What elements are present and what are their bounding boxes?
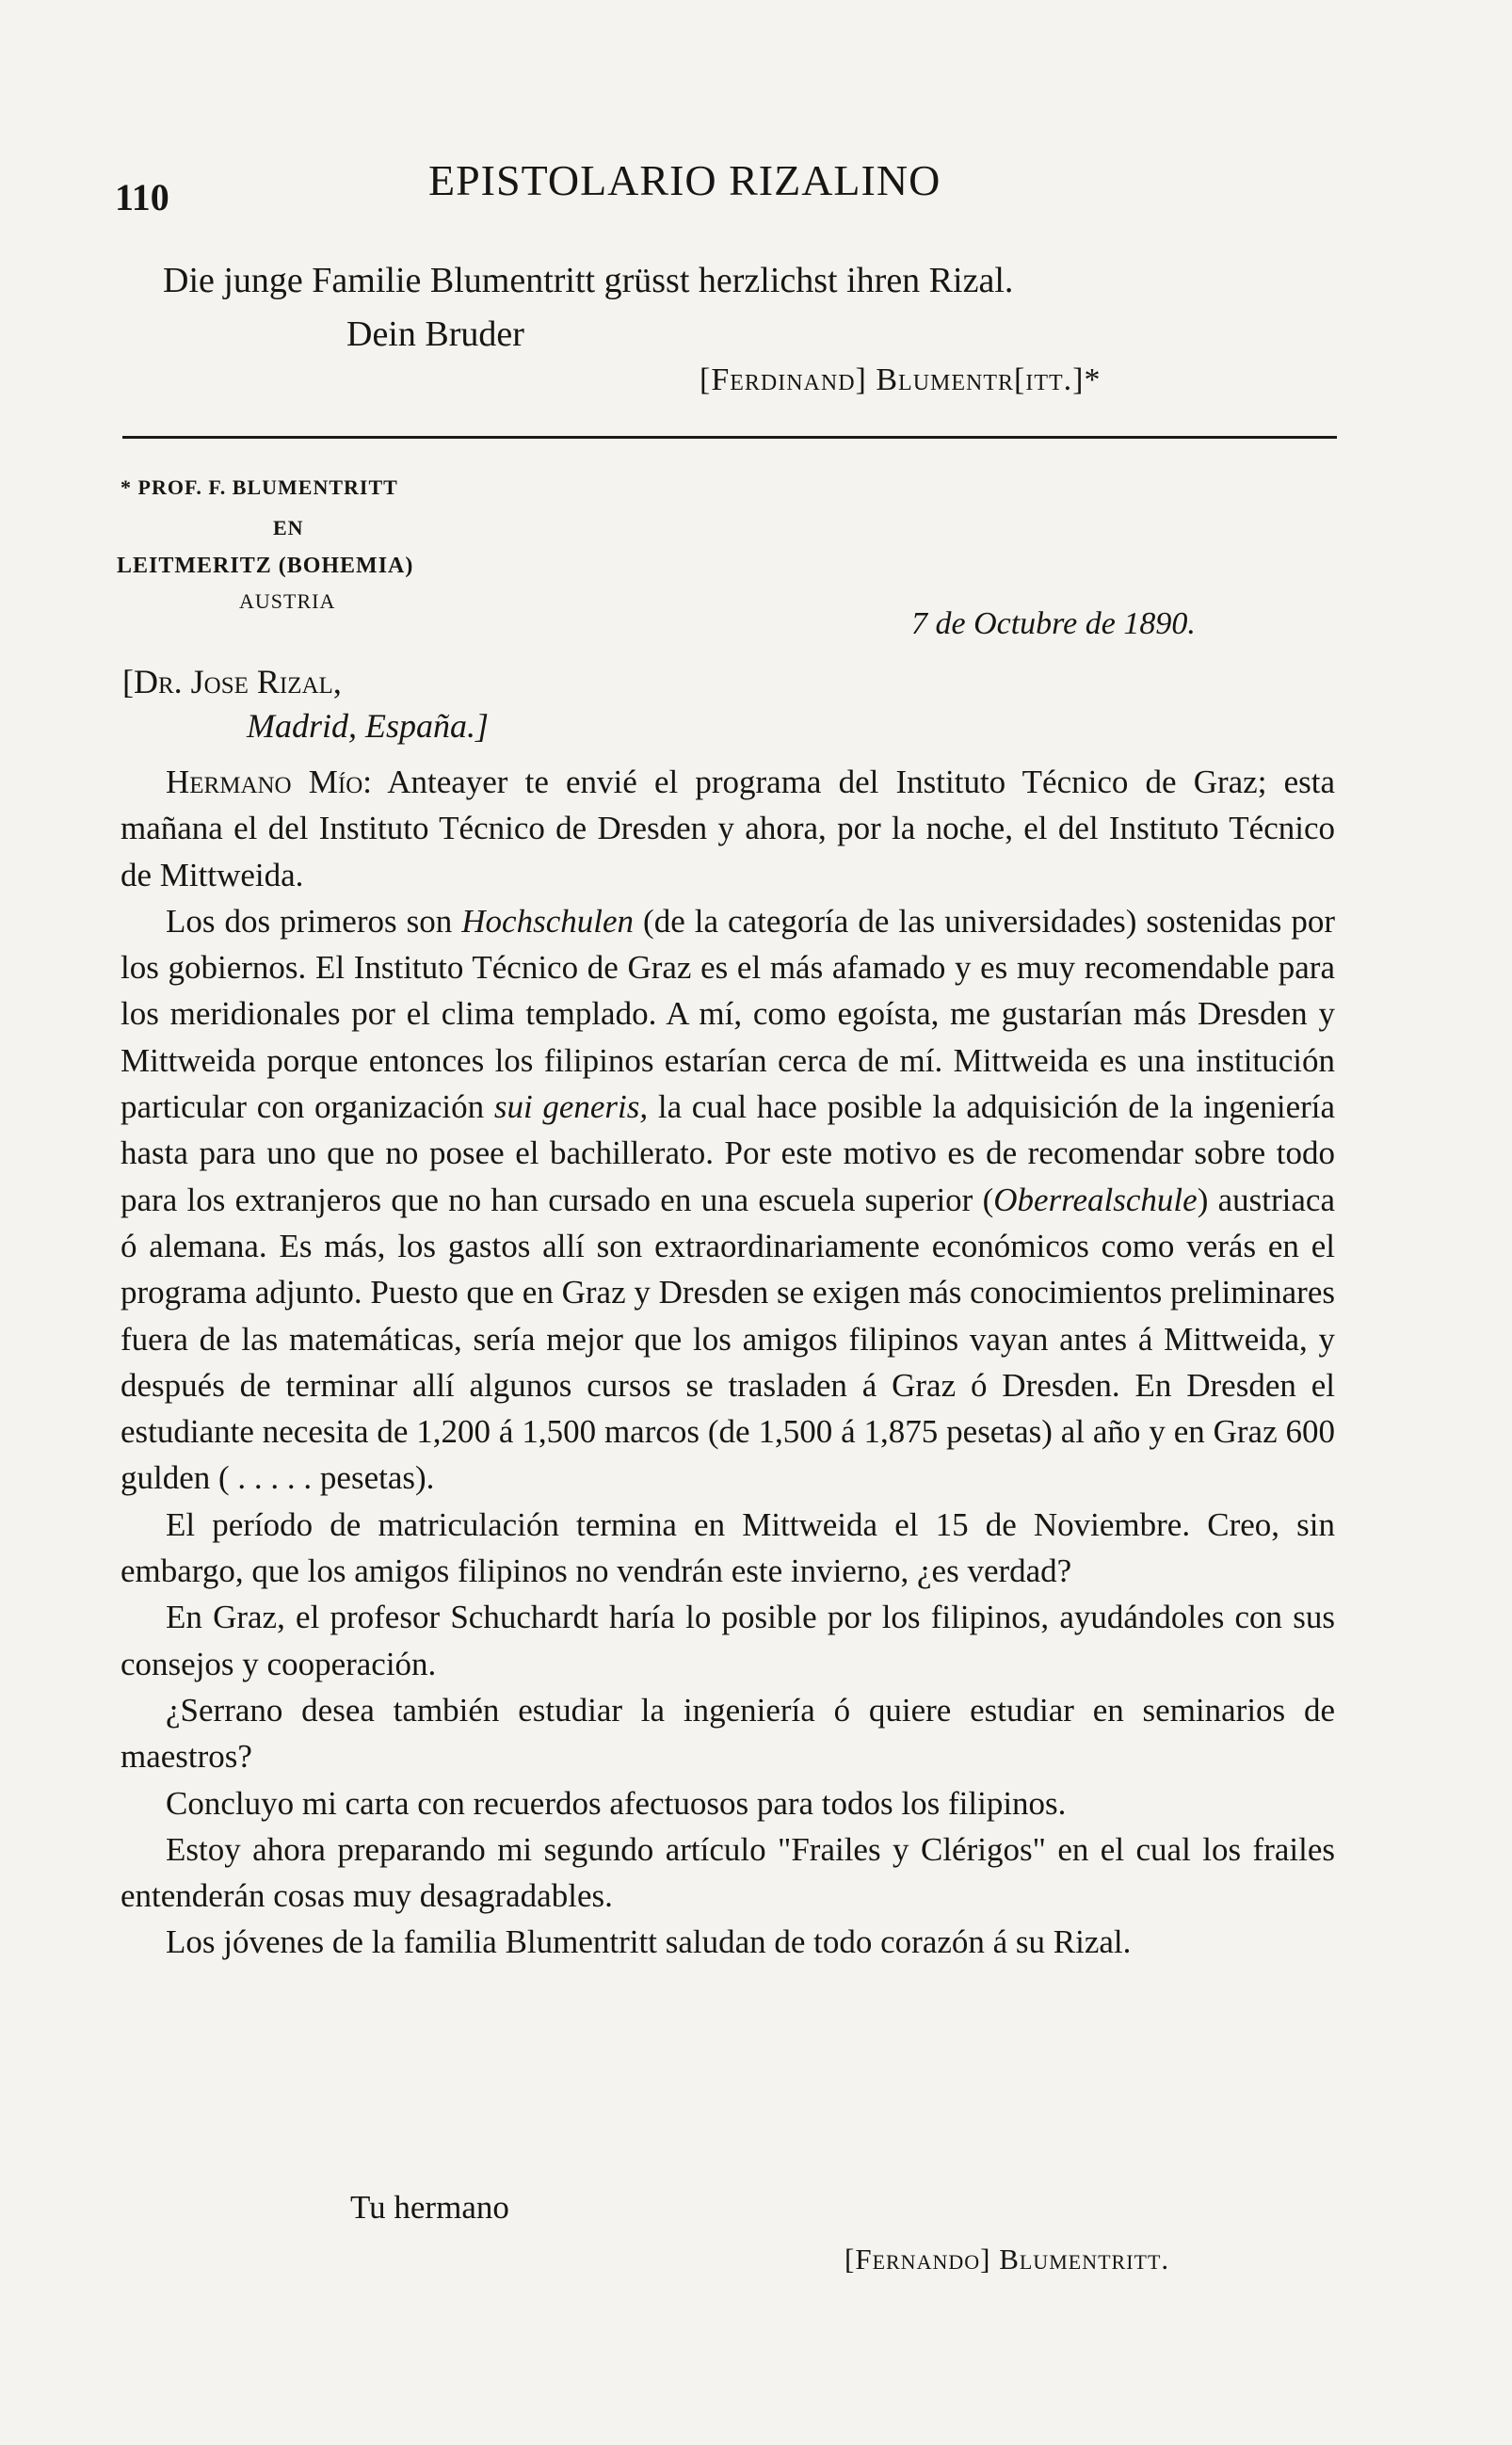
- footnote-rule: [122, 436, 1337, 439]
- recipient-place: Madrid, España.]: [247, 707, 490, 745]
- paragraph: Los jóvenes de la familia Blumentritt saludan de todo corazón á su Rizal.: [166, 1923, 1132, 1961]
- footnote-address-line: AUSTRIA: [239, 589, 336, 613]
- paragraph: Los dos primeros son Hochschulen (de la categoría de las universidades) sostenidas por los gobiernos. El Instituto Técnico de Graz es el más afamado y es muy recomendable para los meridionales por el clima templado. A mí, como egoísta, me gustarían más Dresden y Mittweida porque entonces los filipinos estarían cerca de mí. Mittweida es una institución particular con organización sui generis, la cual hace posible la adquisición de la ingeniería hasta para uno que no posee el bachillerato. Por este motivo es de recomendar sobre todo para los extranjeros que no han cursado en una escuela superior (Oberrealschule) austriaca ó alemana. Es más, los gastos allí son extraordinariamente económicos como verás en el programa adjunto. Puesto que en Graz y Dresden se exigen más conocimientos preliminares fuera de las matemáticas, sería mejor que los amigos filipinos vayan antes á Mittweida, y después de terminar allí algunos cursos se trasladen á Graz ó Dresden. En Dresden el estudiante necesita de 1,200 á 1,500 marcos (de 1,500 á 1,875 pesetas) al año y en Graz 600 gulden ( . . . . . pesetas).: [121, 902, 1336, 1497]
- footnote-address-line: LEITMERITZ (BOHEMIA): [117, 554, 414, 578]
- letter-body: [121, 759, 1335, 1966]
- running-head: EPISTOLARIO RIZALINO: [428, 156, 941, 204]
- paragraph: El período de matriculación termina en Mittweida el 15 de Noviembre. Creo, sin embargo, que los amigos filipinos no vendrán este invierno, ¿es verdad?: [121, 1505, 1335, 1590]
- paragraph: Concluyo mi carta con recuerdos afectuosos para todos los filipinos.: [166, 1784, 1067, 1822]
- recipient-name: [Dr. Jose Rizal,: [122, 663, 342, 700]
- letter-signature: [Fernando] Blumentritt.: [844, 2243, 1170, 2276]
- prev-letter-closing: Dein Bruder: [346, 314, 524, 354]
- salutation: Hermano Mío:: [166, 764, 372, 800]
- prev-letter-line: Die junge Familie Blumentritt grüsst herzlichst ihren Rizal.: [163, 261, 1014, 300]
- paragraph: ¿Serrano desea también estudiar la ingeniería ó quiere estudiar en seminarios de maestros?: [121, 1691, 1335, 1776]
- footnote-address-line: EN: [273, 516, 304, 539]
- page-number: 110: [115, 176, 169, 218]
- letter-closing: Tu hermano: [350, 2189, 509, 2226]
- footnote-address-line: * PROF. F. BLUMENTRITT: [121, 475, 398, 499]
- letter-date: 7 de Octubre de 1890.: [911, 606, 1196, 641]
- paragraph: Hermano Mío: Anteayer te envié el programa del Instituto Técnico de Graz; esta mañana el del Instituto Técnico de Dresden y ahora, por la noche, el del Instituto Técnico de Mittweida.: [121, 764, 1335, 893]
- prev-letter-signature: [Ferdinand] Blumentr[itt.]*: [700, 362, 1102, 397]
- paragraph: Estoy ahora preparando mi segundo artículo "Frailes y Clérigos" en el cual los frailes entenderán cosas muy desagradables.: [121, 1830, 1335, 1915]
- paragraph: En Graz, el profesor Schuchardt haría lo posible por los filipinos, ayudándoles con sus consejos y cooperación.: [121, 1599, 1335, 1682]
